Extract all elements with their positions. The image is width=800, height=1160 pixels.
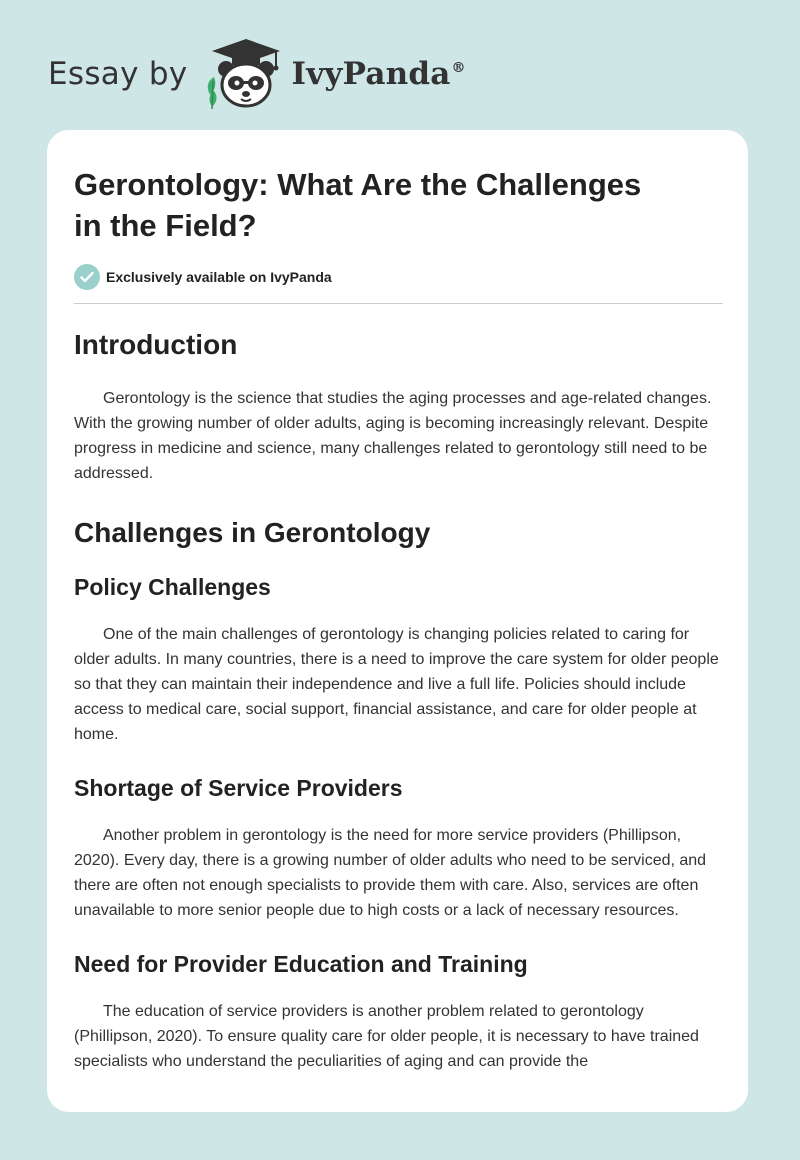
subheading-policy: Policy Challenges [74, 574, 271, 600]
paragraph-shortage: Another problem in gerontology is the need for more service providers (Phillipson, 2020). Every day, there is a growing number of older adults who need to be serviced, and there are often not enough specialists to provide them with care. Also, services are often unavailable to more senior people due to high costs or a lack of necessary resources. [74, 827, 707, 919]
exclusive-label: Exclusively available on IvyPanda [106, 269, 332, 285]
paragraph-introduction: Gerontology is the science that studies the aging processes and age-related changes. With the growing number of older adults, aging is becoming increasingly relevant. Despite progress in medicine and science, many challenges related to gerontology still need to be addressed. [74, 390, 712, 482]
article-card [47, 130, 748, 1112]
panda-graduate-icon [202, 37, 286, 111]
subheading-shortage: Shortage of Service Providers [74, 775, 403, 801]
essay-by-label: Essay by [48, 56, 188, 92]
paragraph-education: The education of service providers is another problem related to gerontology (Phillipson, 2020). To ensure quality care for older people, it is necessary to have trained specialists who understand the peculiarities of aging and can provide the [74, 1003, 699, 1070]
section-heading-challenges: Challenges in Gerontology [74, 517, 431, 548]
subheading-education: Need for Provider Education and Training [74, 951, 528, 977]
site-header [48, 34, 748, 114]
divider [74, 303, 723, 304]
paragraph-policy: One of the main challenges of gerontology is changing policies related to caring for older adults. In many countries, there is a need to improve the care system for older people so that they can maintain their independence and live a full life. Policies should include access to medical care, social support, financial assistance, and care for older people at home. [74, 626, 719, 743]
exclusive-badge [74, 264, 724, 290]
article-title: Gerontology: What Are the Challenges in the Field? [74, 167, 642, 243]
section-heading-introduction: Introduction [74, 329, 238, 360]
registered-mark: ® [451, 60, 466, 76]
brand-name: IvyPanda® [291, 56, 466, 92]
check-circle-icon [74, 264, 100, 290]
